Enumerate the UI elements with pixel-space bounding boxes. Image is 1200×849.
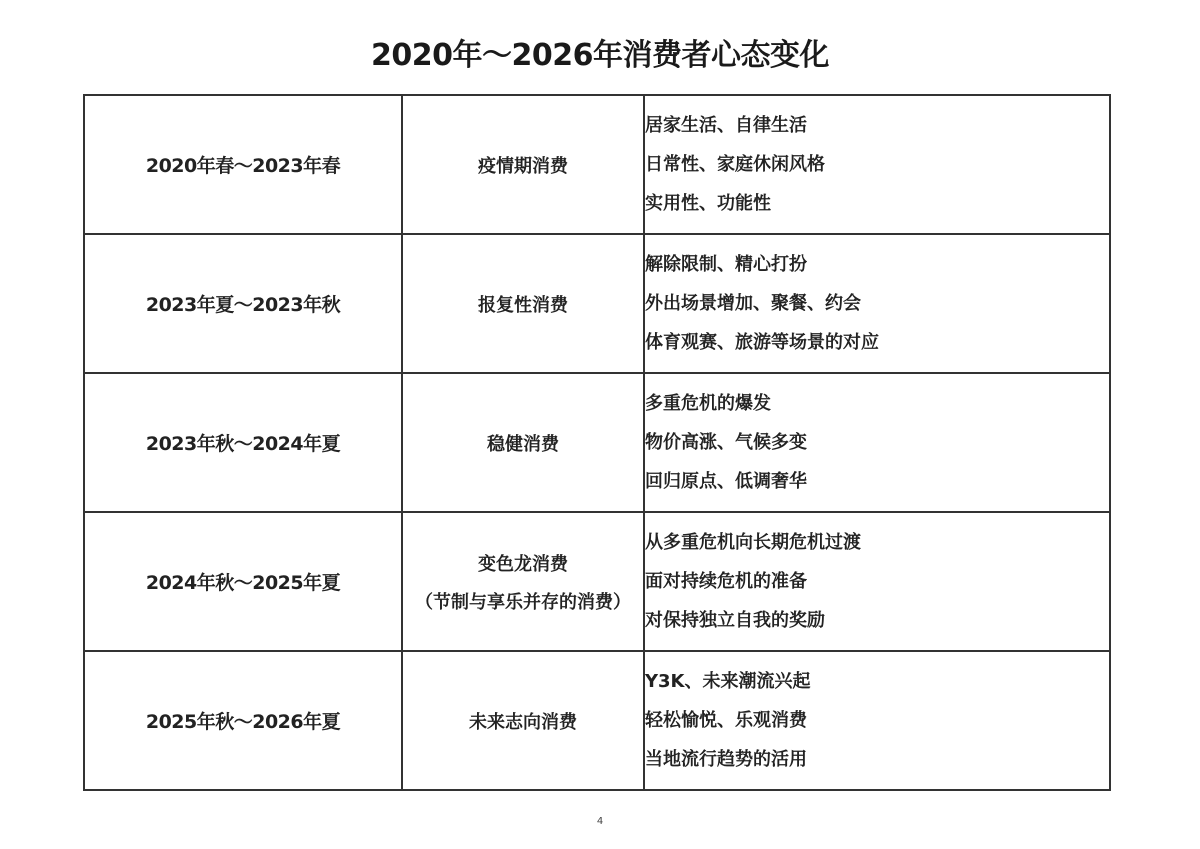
trait-item: 居家生活、自律生活 <box>645 115 807 136</box>
consumption-type-label: 未来志向消费 <box>469 711 577 733</box>
table-row <box>84 512 1110 651</box>
table-row <box>84 234 1110 373</box>
trait-item: 日常性、家庭休闲风格 <box>645 154 825 175</box>
traits-cell <box>644 234 1110 373</box>
table-row <box>84 95 1110 234</box>
consumption-type-label: 变色龙消费 <box>478 553 568 575</box>
consumption-type-cell <box>402 234 644 373</box>
trait-item: 回归原点、低调奢华 <box>645 471 807 492</box>
consumption-type-cell <box>402 512 644 651</box>
trait-item: 面对持续危机的准备 <box>645 571 807 592</box>
trait-item: 对保持独立自我的奖励 <box>645 610 825 631</box>
trait-item: 轻松愉悦、乐观消费 <box>645 710 807 731</box>
table-row <box>84 651 1110 790</box>
trait-item: 当地流行趋势的活用 <box>645 749 807 770</box>
period-cell: 2023年秋～2024年夏 <box>84 373 402 512</box>
consumption-type-label: 疫情期消费 <box>478 155 568 177</box>
period-cell: 2023年夏～2023年秋 <box>84 234 402 373</box>
period-cell: 2020年春～2023年春 <box>84 95 402 234</box>
trait-item: 体育观赛、旅游等场景的对应 <box>645 332 879 353</box>
period-cell: 2025年秋～2026年夏 <box>84 651 402 790</box>
page-title: 2020年～2026年消费者心态变化 <box>371 38 829 73</box>
traits-cell <box>644 512 1110 651</box>
consumption-type-label: 稳健消费 <box>487 433 559 455</box>
consumption-type-label: 报复性消费 <box>478 294 568 316</box>
trait-item: 从多重危机向长期危机过渡 <box>645 532 861 553</box>
page-number: 4 <box>596 816 604 827</box>
trait-item: 物价高涨、气候多变 <box>645 432 807 453</box>
traits-cell <box>644 95 1110 234</box>
trait-item: 外出场景增加、聚餐、约会 <box>645 293 861 314</box>
traits-cell <box>644 373 1110 512</box>
consumption-type-cell <box>402 373 644 512</box>
consumption-type-subtitle: （节制与享乐并存的消费） <box>415 591 631 613</box>
consumer-mindset-table <box>83 94 1111 791</box>
period-cell: 2024年秋～2025年夏 <box>84 512 402 651</box>
consumption-type-cell <box>402 651 644 790</box>
trait-item: Y3K、未来潮流兴起 <box>645 671 811 692</box>
trait-item: 实用性、功能性 <box>645 193 771 214</box>
trait-item: 多重危机的爆发 <box>645 393 771 414</box>
consumption-type-cell <box>402 95 644 234</box>
table-row <box>84 373 1110 512</box>
traits-cell <box>644 651 1110 790</box>
trait-item: 解除限制、精心打扮 <box>645 254 807 275</box>
